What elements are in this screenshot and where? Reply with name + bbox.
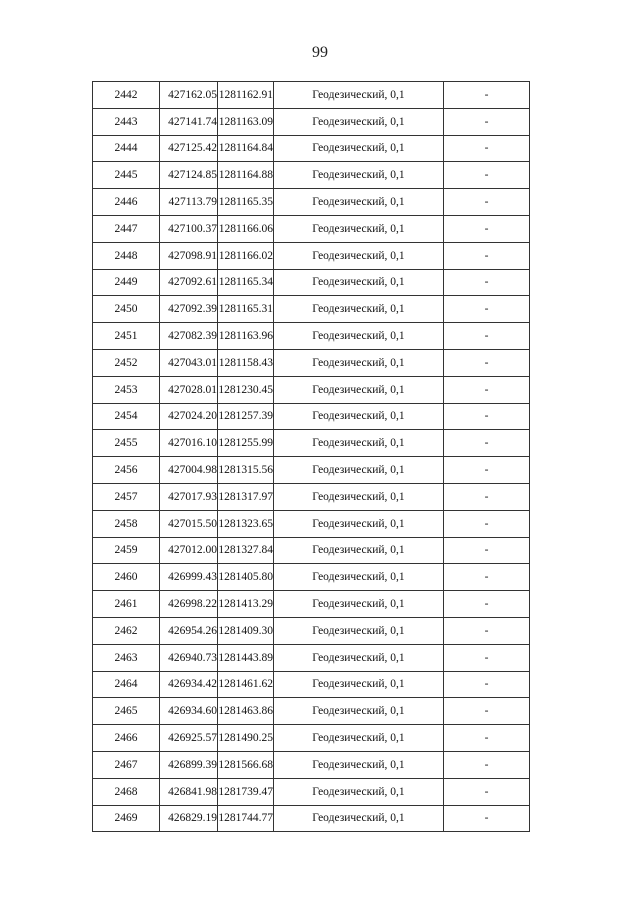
note-cell: - — [444, 751, 530, 778]
method-accuracy-cell: Геодезический, 0,1 — [274, 778, 444, 805]
note-cell: - — [444, 349, 530, 376]
table-row — [93, 349, 530, 376]
table-row — [93, 215, 530, 242]
x-coordinate-cell: 427024.20 — [160, 403, 218, 430]
page-number: 99 — [312, 44, 328, 61]
x-coordinate-cell: 426829.19 — [160, 805, 218, 832]
point-number-cell: 2446 — [93, 189, 160, 216]
note-cell: - — [444, 564, 530, 591]
method-accuracy-cell: Геодезический, 0,1 — [274, 242, 444, 269]
y-coordinate-cell: 1281463.86 — [218, 698, 274, 725]
note-cell: - — [444, 778, 530, 805]
y-coordinate-cell: 1281461.62 — [218, 671, 274, 698]
point-number-cell: 2455 — [93, 430, 160, 457]
method-accuracy-cell: Геодезический, 0,1 — [274, 644, 444, 671]
x-coordinate-cell: 427162.05 — [160, 82, 218, 109]
table-row — [93, 805, 530, 832]
y-coordinate-cell: 1281255.99 — [218, 430, 274, 457]
note-cell: - — [444, 296, 530, 323]
note-cell: - — [444, 698, 530, 725]
note-cell: - — [444, 537, 530, 564]
table-row — [93, 242, 530, 269]
method-accuracy-cell: Геодезический, 0,1 — [274, 483, 444, 510]
note-cell: - — [444, 725, 530, 752]
note-cell: - — [444, 617, 530, 644]
table-row — [93, 671, 530, 698]
table-row — [93, 510, 530, 537]
x-coordinate-cell: 426998.22 — [160, 591, 218, 618]
point-number-cell: 2467 — [93, 751, 160, 778]
x-coordinate-cell: 426934.42 — [160, 671, 218, 698]
method-accuracy-cell: Геодезический, 0,1 — [274, 162, 444, 189]
x-coordinate-cell: 426940.73 — [160, 644, 218, 671]
x-coordinate-cell: 427028.01 — [160, 376, 218, 403]
table-row — [93, 82, 530, 109]
y-coordinate-cell: 1281163.09 — [218, 108, 274, 135]
table-row — [93, 269, 530, 296]
y-coordinate-cell: 1281165.34 — [218, 269, 274, 296]
table-row — [93, 644, 530, 671]
table-row — [93, 725, 530, 752]
x-coordinate-cell: 427043.01 — [160, 349, 218, 376]
method-accuracy-cell: Геодезический, 0,1 — [274, 269, 444, 296]
x-coordinate-cell: 427100.37 — [160, 215, 218, 242]
y-coordinate-cell: 1281158.43 — [218, 349, 274, 376]
point-number-cell: 2469 — [93, 805, 160, 832]
y-coordinate-cell: 1281166.02 — [218, 242, 274, 269]
method-accuracy-cell: Геодезический, 0,1 — [274, 698, 444, 725]
y-coordinate-cell: 1281409.30 — [218, 617, 274, 644]
method-accuracy-cell: Геодезический, 0,1 — [274, 403, 444, 430]
method-accuracy-cell: Геодезический, 0,1 — [274, 805, 444, 832]
x-coordinate-cell: 427092.39 — [160, 296, 218, 323]
y-coordinate-cell: 1281490.25 — [218, 725, 274, 752]
table-row — [93, 591, 530, 618]
point-number-cell: 2458 — [93, 510, 160, 537]
method-accuracy-cell: Геодезический, 0,1 — [274, 215, 444, 242]
point-number-cell: 2453 — [93, 376, 160, 403]
x-coordinate-cell: 426934.60 — [160, 698, 218, 725]
note-cell: - — [444, 108, 530, 135]
note-cell: - — [444, 189, 530, 216]
point-number-cell: 2447 — [93, 215, 160, 242]
y-coordinate-cell: 1281164.84 — [218, 135, 274, 162]
y-coordinate-cell: 1281413.29 — [218, 591, 274, 618]
y-coordinate-cell: 1281257.39 — [218, 403, 274, 430]
note-cell: - — [444, 591, 530, 618]
x-coordinate-cell: 427012.00 — [160, 537, 218, 564]
y-coordinate-cell: 1281165.31 — [218, 296, 274, 323]
point-number-cell: 2452 — [93, 349, 160, 376]
table-row — [93, 698, 530, 725]
method-accuracy-cell: Геодезический, 0,1 — [274, 189, 444, 216]
point-number-cell: 2451 — [93, 323, 160, 350]
method-accuracy-cell: Геодезический, 0,1 — [274, 537, 444, 564]
note-cell: - — [444, 483, 530, 510]
note-cell: - — [444, 269, 530, 296]
table-row — [93, 296, 530, 323]
y-coordinate-cell: 1281739.47 — [218, 778, 274, 805]
table-row — [93, 430, 530, 457]
y-coordinate-cell: 1281162.91 — [218, 82, 274, 109]
x-coordinate-cell: 427082.39 — [160, 323, 218, 350]
note-cell: - — [444, 376, 530, 403]
x-coordinate-cell: 427004.98 — [160, 457, 218, 484]
y-coordinate-cell: 1281165.35 — [218, 189, 274, 216]
note-cell: - — [444, 135, 530, 162]
x-coordinate-cell: 427141.74 — [160, 108, 218, 135]
table-row — [93, 537, 530, 564]
method-accuracy-cell: Геодезический, 0,1 — [274, 296, 444, 323]
note-cell: - — [444, 805, 530, 832]
y-coordinate-cell: 1281405.80 — [218, 564, 274, 591]
point-number-cell: 2460 — [93, 564, 160, 591]
x-coordinate-cell: 427125.42 — [160, 135, 218, 162]
table-row — [93, 617, 530, 644]
point-number-cell: 2462 — [93, 617, 160, 644]
note-cell: - — [444, 430, 530, 457]
point-number-cell: 2463 — [93, 644, 160, 671]
point-number-cell: 2450 — [93, 296, 160, 323]
table-row — [93, 162, 530, 189]
method-accuracy-cell: Геодезический, 0,1 — [274, 430, 444, 457]
method-accuracy-cell: Геодезический, 0,1 — [274, 591, 444, 618]
table-row — [93, 778, 530, 805]
x-coordinate-cell: 426841.98 — [160, 778, 218, 805]
note-cell: - — [444, 510, 530, 537]
table-row — [93, 323, 530, 350]
y-coordinate-cell: 1281164.88 — [218, 162, 274, 189]
point-number-cell: 2459 — [93, 537, 160, 564]
note-cell: - — [444, 457, 530, 484]
y-coordinate-cell: 1281744.77 — [218, 805, 274, 832]
x-coordinate-cell: 427016.10 — [160, 430, 218, 457]
note-cell: - — [444, 162, 530, 189]
method-accuracy-cell: Геодезический, 0,1 — [274, 376, 444, 403]
y-coordinate-cell: 1281327.84 — [218, 537, 274, 564]
y-coordinate-cell: 1281443.89 — [218, 644, 274, 671]
method-accuracy-cell: Геодезический, 0,1 — [274, 82, 444, 109]
point-number-cell: 2468 — [93, 778, 160, 805]
y-coordinate-cell: 1281323.65 — [218, 510, 274, 537]
x-coordinate-cell: 426925.57 — [160, 725, 218, 752]
x-coordinate-cell: 427015.50 — [160, 510, 218, 537]
method-accuracy-cell: Геодезический, 0,1 — [274, 564, 444, 591]
point-number-cell: 2465 — [93, 698, 160, 725]
y-coordinate-cell: 1281566.68 — [218, 751, 274, 778]
y-coordinate-cell: 1281163.96 — [218, 323, 274, 350]
method-accuracy-cell: Геодезический, 0,1 — [274, 510, 444, 537]
x-coordinate-cell: 427098.91 — [160, 242, 218, 269]
method-accuracy-cell: Геодезический, 0,1 — [274, 349, 444, 376]
y-coordinate-cell: 1281230.45 — [218, 376, 274, 403]
y-coordinate-cell: 1281317.97 — [218, 483, 274, 510]
x-coordinate-cell: 427113.79 — [160, 189, 218, 216]
x-coordinate-cell: 426954.26 — [160, 617, 218, 644]
table-row — [93, 376, 530, 403]
point-number-cell: 2454 — [93, 403, 160, 430]
point-number-cell: 2445 — [93, 162, 160, 189]
table-row — [93, 751, 530, 778]
table-row — [93, 108, 530, 135]
table-row — [93, 457, 530, 484]
method-accuracy-cell: Геодезический, 0,1 — [274, 617, 444, 644]
method-accuracy-cell: Геодезический, 0,1 — [274, 135, 444, 162]
point-number-cell: 2456 — [93, 457, 160, 484]
note-cell: - — [444, 644, 530, 671]
note-cell: - — [444, 323, 530, 350]
point-number-cell: 2448 — [93, 242, 160, 269]
x-coordinate-cell: 426899.39 — [160, 751, 218, 778]
x-coordinate-cell: 427092.61 — [160, 269, 218, 296]
table-row — [93, 403, 530, 430]
point-number-cell: 2443 — [93, 108, 160, 135]
note-cell: - — [444, 403, 530, 430]
y-coordinate-cell: 1281166.06 — [218, 215, 274, 242]
method-accuracy-cell: Геодезический, 0,1 — [274, 457, 444, 484]
note-cell: - — [444, 215, 530, 242]
table-row — [93, 483, 530, 510]
y-coordinate-cell: 1281315.56 — [218, 457, 274, 484]
method-accuracy-cell: Геодезический, 0,1 — [274, 671, 444, 698]
note-cell: - — [444, 671, 530, 698]
x-coordinate-cell: 427017.93 — [160, 483, 218, 510]
point-number-cell: 2466 — [93, 725, 160, 752]
note-cell: - — [444, 82, 530, 109]
method-accuracy-cell: Геодезический, 0,1 — [274, 108, 444, 135]
note-cell: - — [444, 242, 530, 269]
x-coordinate-cell: 426999.43 — [160, 564, 218, 591]
point-number-cell: 2457 — [93, 483, 160, 510]
table-row — [93, 189, 530, 216]
point-number-cell: 2444 — [93, 135, 160, 162]
point-number-cell: 2461 — [93, 591, 160, 618]
method-accuracy-cell: Геодезический, 0,1 — [274, 751, 444, 778]
point-number-cell: 2442 — [93, 82, 160, 109]
point-number-cell: 2464 — [93, 671, 160, 698]
point-number-cell: 2449 — [93, 269, 160, 296]
table-row — [93, 135, 530, 162]
x-coordinate-cell: 427124.85 — [160, 162, 218, 189]
method-accuracy-cell: Геодезический, 0,1 — [274, 725, 444, 752]
table-row — [93, 564, 530, 591]
coordinates-table — [92, 81, 530, 832]
method-accuracy-cell: Геодезический, 0,1 — [274, 323, 444, 350]
